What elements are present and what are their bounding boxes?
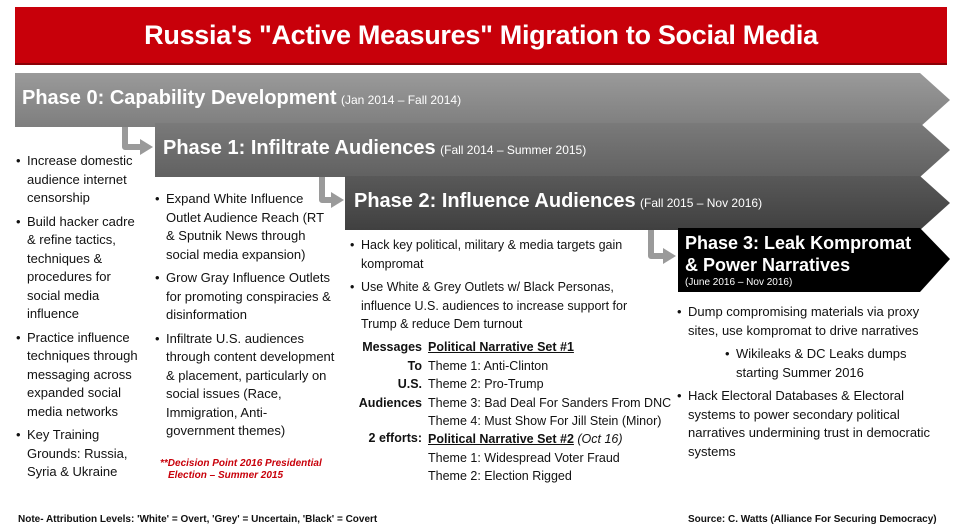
theme-item: Theme 1: Widespread Voter Fraud	[428, 450, 620, 465]
list-item: • Hack Electoral Databases & Electoral systems to power secondary political narratives undermining trust in democratic systems	[677, 387, 942, 461]
decision-point-note	[160, 458, 322, 482]
efforts-label: 2 efforts:	[368, 431, 422, 445]
page-title: Russia's "Active Measures" Migration to Social Media	[144, 19, 818, 50]
phase1-dates: (Fall 2014 – Summer 2015)	[440, 143, 587, 157]
list-item: • Grow Gray Influence Outlets for promoting conspiracies & disinformation	[155, 269, 335, 325]
messages-label-line: Messages	[362, 340, 422, 354]
messages-label	[350, 338, 422, 412]
phase3-header	[685, 232, 911, 289]
narrative-set-2	[428, 430, 678, 486]
list-item: • Practice influence techniques through messaging across expanded social media networks	[16, 329, 144, 422]
theme-item: Theme 4: Must Show For Jill Stein (Minor)	[428, 414, 662, 428]
phase0-title: Phase 0: Capability Development	[22, 87, 337, 109]
phase0-bullets	[16, 152, 144, 487]
narrative-set-2-date: (Oct 16)	[577, 432, 623, 446]
list-item: • Expand White Influence Outlet Audience Reach (RT & Sputnik News through social media expansion)	[155, 190, 335, 264]
narrative-set-2-heading: Political Narrative Set #2	[428, 432, 574, 446]
phase3-dates: (June 2016 – Nov 2016)	[685, 277, 793, 288]
messages-label-line: To	[407, 358, 422, 373]
messages-label-line: Audiences	[358, 395, 422, 410]
decision-line-2: Election – Summer 2015	[168, 470, 284, 481]
theme-item: Theme 3: Bad Deal For Sanders From DNC	[428, 395, 672, 410]
list-item: • Dump compromising materials via proxy sites, use kompromat to drive narratives	[677, 303, 942, 340]
messages-label-line: U.S.	[397, 377, 422, 391]
connector-2-3-head	[663, 248, 676, 264]
narrative-set-1-heading: Political Narrative Set #1	[428, 340, 574, 354]
phase1-header	[163, 137, 586, 160]
phase1-title: Phase 1: Infiltrate Audiences	[163, 137, 436, 159]
phase0-header	[22, 87, 461, 110]
list-item: • Use White & Grey Outlets w/ Black Personas, influence U.S. audiences to increase support for Trump & reduce Dem turnout	[350, 278, 650, 334]
list-item: • Key Training Grounds: Russia, Syria & Ukraine	[16, 426, 144, 482]
list-item-sub: • Wikileaks & DC Leaks dumps starting Summer 2016	[725, 345, 926, 382]
narrative-set-1	[428, 338, 678, 431]
phase1-bullets	[155, 190, 335, 446]
list-item: • Build hacker cadre & refine tactics, techniques & procedures for social media influence	[16, 213, 144, 324]
theme-item: Theme 1: Anti-Clinton	[428, 358, 549, 373]
attribution-note: Note- Attribution Levels: 'White' = Overt, 'Grey' = Uncertain, 'Black' = Covert	[18, 514, 378, 525]
phase3-title-line2: & Power Narratives	[685, 255, 851, 275]
phase3-title-line1: Phase 3: Leak Kompromat	[685, 233, 912, 253]
phase2-title: Phase 2: Influence Audiences	[354, 190, 636, 212]
theme-item: Theme 2: Pro-Trump	[428, 377, 544, 391]
source-note: Source: C. Watts (Alliance For Securing Democracy)	[688, 514, 937, 525]
decision-line-1: **Decision Point 2016 Presidential	[160, 458, 322, 469]
phase2-dates: (Fall 2015 – Nov 2016)	[640, 196, 763, 210]
phase3-bullets	[677, 303, 942, 466]
list-item: • Infiltrate U.S. audiences through content development & placement, particularly on social issues (Race, Immigration, Anti-government themes)	[155, 330, 335, 441]
phase2-header	[354, 190, 762, 213]
list-item: • Increase domestic audience internet censorship	[16, 152, 144, 208]
phase0-dates: (Jan 2014 – Fall 2014)	[341, 93, 462, 107]
list-item: • Hack key political, military & media targets gain kompromat	[350, 236, 650, 273]
connector-0-1	[125, 127, 142, 147]
connector-2-3	[651, 230, 665, 256]
theme-item: Theme 2: Election Rigged	[428, 469, 572, 483]
phase2-bullets	[350, 236, 650, 339]
